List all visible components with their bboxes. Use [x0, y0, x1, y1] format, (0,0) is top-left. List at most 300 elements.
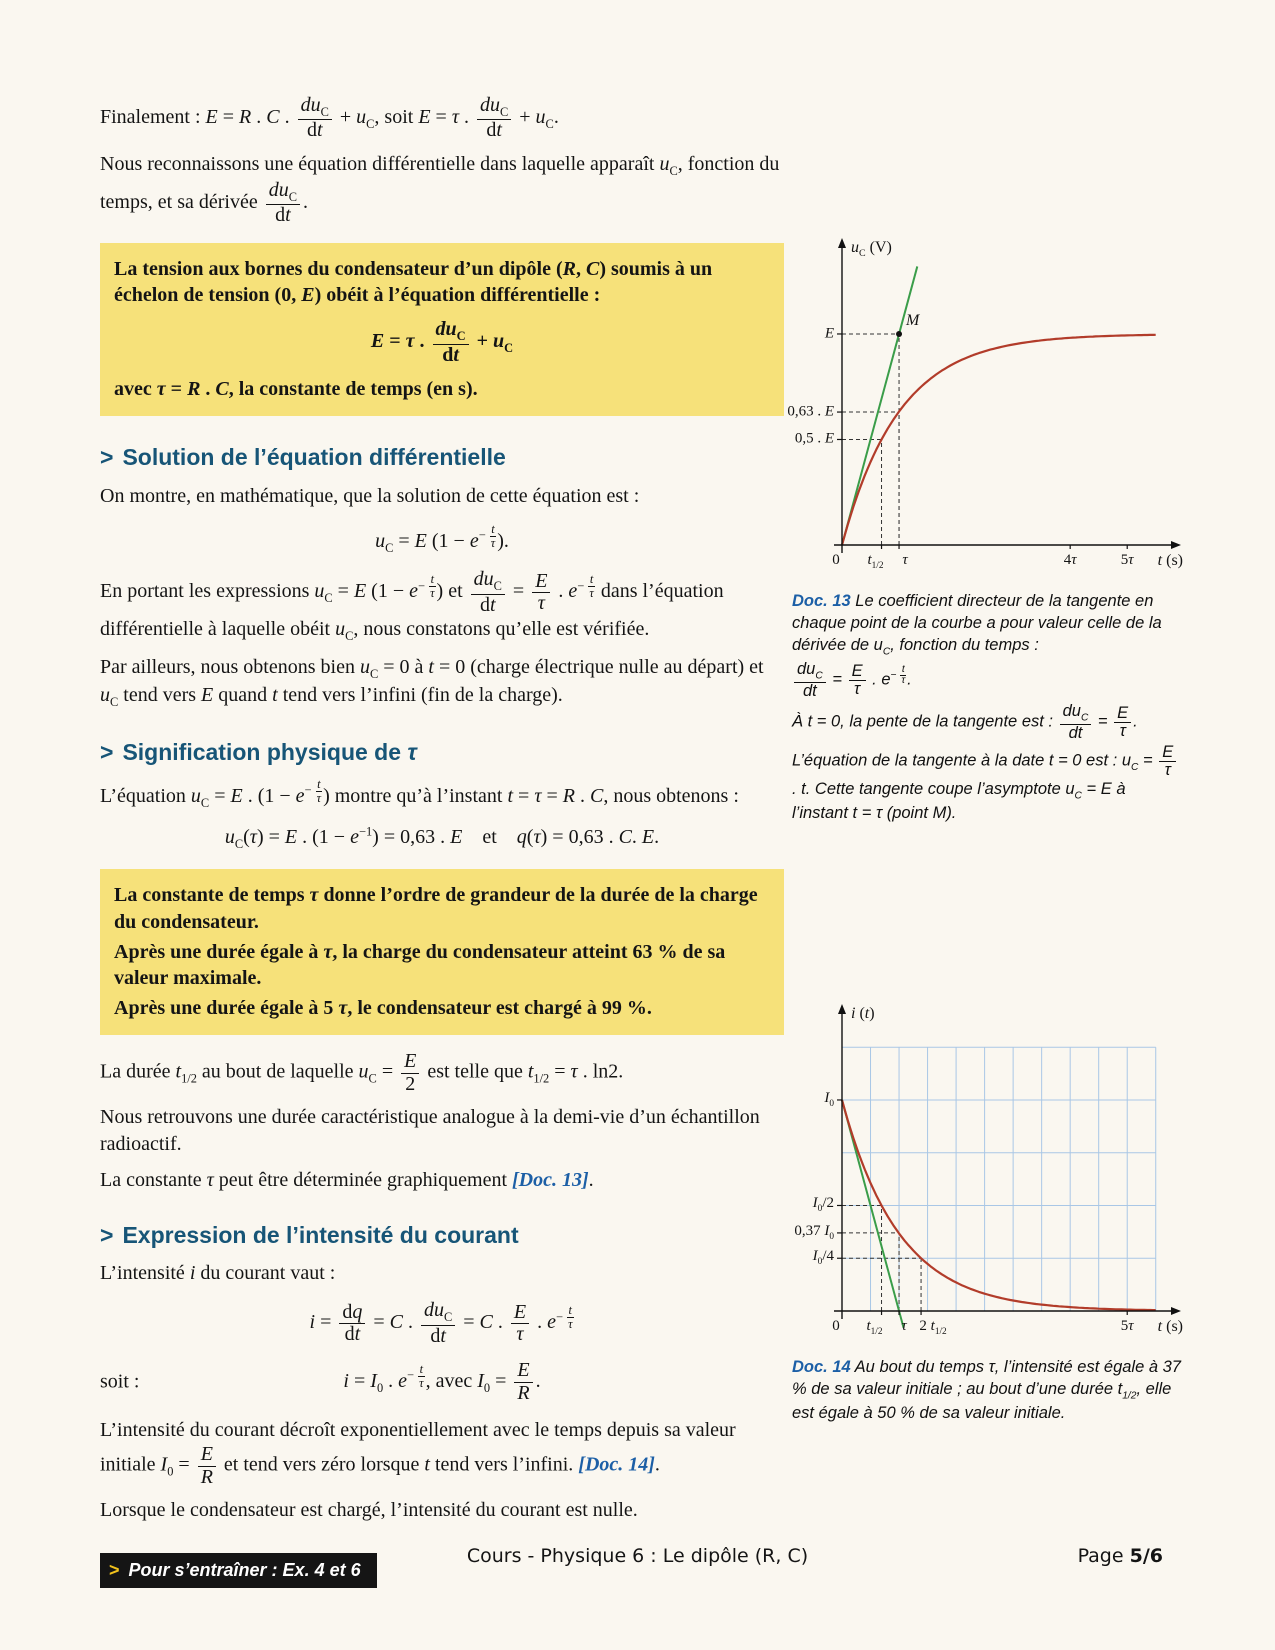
variable: τ	[309, 884, 319, 907]
highlight-constante-temps	[100, 869, 784, 1035]
variable: t	[801, 780, 806, 799]
superscript: − t τ	[478, 521, 496, 550]
subscript: C	[859, 248, 866, 260]
fraction	[1159, 744, 1176, 779]
fraction-numerator	[490, 523, 496, 536]
variable: E	[418, 106, 431, 129]
doc-label: Doc. 13	[792, 592, 851, 610]
superscript: − t τ	[304, 776, 322, 805]
variable: I	[812, 1248, 818, 1265]
variable: τ	[405, 330, 415, 353]
fraction-denominator: dt	[298, 119, 332, 142]
doc14-chart-canvas	[792, 1002, 1184, 1347]
variable: E	[353, 580, 367, 603]
highlight-line: avec τ = R . C, la constante de temps (en s).	[114, 378, 478, 401]
para-signification: L’équation $u_C = E$ . ($1 - e^{- \frac{t}{\tau}}$ ) montre qu’à l’instant t = τ = R . C, nous obtenons :	[100, 776, 739, 810]
fraction	[849, 663, 866, 698]
subscript: C	[234, 837, 244, 852]
variable: τ	[407, 739, 417, 765]
fraction	[490, 523, 496, 550]
variable: τ	[534, 784, 542, 807]
variable: u	[335, 618, 346, 641]
fraction-numerator	[421, 1300, 455, 1324]
subscript: C	[200, 795, 210, 810]
variable: t	[507, 784, 514, 807]
variable: E	[200, 1443, 213, 1466]
variable: E	[641, 826, 655, 849]
variable: t	[316, 119, 323, 142]
footer-page-number	[1078, 1545, 1163, 1567]
variable: M	[932, 803, 947, 822]
fraction	[1114, 705, 1131, 740]
variable: u	[493, 330, 505, 353]
variable: E	[851, 662, 863, 681]
variable: τ	[988, 1358, 995, 1376]
variable: τ	[853, 680, 861, 699]
variable: t	[589, 572, 594, 587]
formula-solution: $u_C = E$ ($1 - e^{- \frac{t}{\tau}}$ ).	[375, 521, 509, 555]
variable: t	[430, 572, 435, 587]
variable: i	[343, 1369, 349, 1392]
variable: u	[1065, 780, 1075, 799]
heading-signification: > Signification physique de τ	[100, 739, 417, 765]
variable: t	[453, 343, 459, 366]
fraction-numerator	[514, 1360, 532, 1382]
variable: τ	[451, 106, 459, 129]
caption-line: Doc. 14 Au bout du temps τ, l’intensité est égale à 37 % de sa valeur initiale ; au bout d’une durée $t_{1/2}$, elle est égale à 50 % de sa valeur initiale.	[792, 1358, 1181, 1422]
fraction	[401, 1051, 419, 1095]
x-tick-label: 4τ	[1063, 552, 1077, 568]
variable: q	[352, 1300, 363, 1323]
variable: du	[797, 660, 816, 679]
fraction-numerator	[1114, 705, 1131, 722]
superscript: − t τ	[890, 663, 906, 687]
fraction-denominator	[900, 675, 906, 687]
fraction-denominator	[588, 586, 594, 600]
variable: t	[424, 1453, 430, 1476]
variable: E	[517, 1359, 530, 1382]
variable: R	[562, 784, 575, 807]
subscript: 1/2	[181, 1071, 197, 1086]
variable: t	[1077, 723, 1083, 742]
subscript: 0	[829, 1098, 834, 1109]
fraction	[514, 1360, 532, 1404]
subscript: 0	[483, 1380, 491, 1395]
subscript: C	[110, 695, 119, 710]
variable: u	[190, 784, 201, 807]
variable: τ	[875, 803, 883, 822]
variable: u	[314, 580, 325, 603]
variable: τ	[1071, 552, 1077, 568]
fraction-denominator	[511, 1323, 529, 1346]
fraction-denominator: dt	[433, 344, 469, 367]
subscript: C	[815, 670, 823, 682]
para-conditions-limites: Par ailleurs, nous obtenons bien $u_C = 0$ à t = 0 (charge électrique nulle au départ) et $u_C$ tend vers E quand t tend vers l’infini (fin de la charge).	[100, 655, 764, 710]
variable: I	[824, 1089, 830, 1106]
variable: u	[1121, 752, 1132, 771]
x-axis-title: t (s)	[1157, 1318, 1183, 1335]
variable: t	[864, 1005, 870, 1022]
para-finalement: Finalement : E = R . C . $\frac{du_C}{dt}$ + $u_C$, soit E = τ . $\frac{du_C}{dt}$ + $u_C$.	[100, 94, 559, 142]
variable: M	[906, 311, 920, 329]
subscript: 1/2	[934, 1327, 947, 1337]
variable: τ	[589, 586, 594, 601]
variable: e	[547, 1311, 556, 1334]
variable: τ	[570, 1060, 578, 1083]
subscript: C	[500, 105, 509, 119]
fraction-denominator	[1159, 761, 1176, 779]
fraction	[511, 1302, 529, 1346]
fraction	[900, 665, 906, 687]
variable: τ	[430, 586, 435, 601]
variable: I	[160, 1453, 168, 1476]
variable: τ	[1119, 721, 1126, 740]
footer-course-title: Cours - Physique 6 : Le dipôle (R, C)	[466, 1545, 809, 1567]
para-verification: En portant les expressions $u_C = E$ ($1 - e^{- \frac{t}{\tau}}$ ) et $\frac{du_C}{dt}$ = $\frac{E}{\tau}$ . $e^{- \frac{t}{\tau}}$ dans l’équation différentielle à laquelle obéit $u_C$, nous constatons qu’elle est vérifiée.	[100, 568, 724, 644]
caption-line: Doc. 13 Le coefficient directeur de la tangente en chaque point de la courbe a pour valeur celle de la dérivée de $u_C$, fonction du temps :	[792, 592, 1162, 657]
variable: τ	[533, 826, 541, 849]
doc-reference: [Doc. 14]	[578, 1453, 655, 1476]
fraction-denominator	[429, 586, 435, 600]
fraction-numerator	[1159, 744, 1176, 761]
variable: R	[200, 1465, 213, 1488]
fraction	[266, 180, 300, 227]
variable: t	[285, 203, 291, 226]
variable: t	[901, 663, 905, 675]
variable: e	[398, 1369, 408, 1392]
variable: e	[409, 580, 419, 603]
subscript: C	[385, 540, 394, 555]
subscript: C	[1131, 762, 1139, 774]
superscript: − t τ	[418, 572, 435, 601]
para-decroissance: L’intensité du courant décroît exponentiellement avec le temps depuis sa valeur initiale $I_0$ = $\frac{E}{R}$ et tend vers zéro lorsque t tend vers l’infini. [Doc. 14].	[100, 1419, 736, 1488]
fraction-numerator	[794, 661, 826, 682]
variable: τ	[490, 535, 496, 550]
fraction-denominator: dt	[471, 594, 505, 617]
y-tick-label: $I_0/4$	[812, 1248, 834, 1268]
caption-line: L’équation de la tangente à la date t = 0 est : $u_C$ = $\frac{E}{\tau}$ . t. Cette tangente coupe l’asymptote $u_C = E$ à l’instant t = τ (point M).	[792, 744, 1184, 824]
fraction-denominator: dt	[477, 119, 511, 142]
y-tick-label	[825, 326, 834, 341]
variable: i	[309, 1311, 316, 1334]
subscript: C	[493, 579, 502, 594]
variable: e	[469, 529, 479, 552]
variable: τ	[316, 790, 322, 805]
x-tick-label	[902, 553, 907, 568]
variable: E	[201, 684, 214, 707]
x-axis-title: t (s)	[1157, 552, 1183, 569]
variable: I	[824, 1222, 830, 1239]
variable: u	[873, 635, 883, 654]
highlight-equation	[100, 243, 784, 416]
variable: t	[440, 1324, 446, 1347]
fraction-numerator	[849, 663, 866, 680]
fraction	[298, 95, 332, 142]
y-tick-label: 0,37 $I_0$	[794, 1222, 834, 1242]
variable: R	[517, 1381, 530, 1404]
variable: τ	[1128, 1318, 1134, 1334]
fraction-denominator: dt	[1060, 724, 1092, 742]
variable: u	[851, 239, 859, 256]
variable: E	[824, 403, 834, 420]
variable: C	[479, 1311, 493, 1334]
fraction-denominator: dt	[421, 1325, 455, 1348]
fraction-numerator	[418, 1363, 424, 1376]
variable: E	[1162, 743, 1174, 762]
superscript: − t τ	[577, 572, 594, 601]
subscript: C	[1074, 790, 1082, 802]
x-tick-label	[866, 1319, 882, 1337]
fraction-numerator	[1060, 703, 1092, 724]
variable: I	[812, 1195, 818, 1212]
main-text-column	[100, 86, 784, 1588]
variable: C	[389, 1311, 403, 1334]
subscript: 1/2	[871, 561, 884, 571]
subscript: C	[368, 1071, 377, 1086]
variable: t	[1157, 552, 1163, 569]
variable: u	[359, 655, 370, 678]
x-tick-label: 2 $t_{1/2}$	[919, 1318, 947, 1337]
subscript: C	[320, 105, 329, 119]
variable: τ	[1128, 552, 1134, 568]
x-tick-label: 5τ	[1120, 1318, 1134, 1334]
y-axis-title: $u_C$ (V)	[851, 239, 892, 260]
fraction	[433, 319, 469, 366]
variable: E	[301, 284, 315, 307]
x-tick-label: 5τ	[1120, 552, 1134, 568]
fraction-denominator	[490, 536, 496, 550]
y-tick-label: $I_0/2$	[812, 1195, 834, 1215]
formula-intensite: i = $\frac{dq}{dt}$ = C . $\frac{du_C}{dt}$ = C . $\frac{E}{\tau}$ . $e^{- \frac{t}{\tau}}$	[309, 1299, 573, 1347]
para-demi-vie: Nous retrouvons une durée caractéristique analogue à la demi-vie d’un échantillon radioactif.	[100, 1106, 760, 1156]
fraction-numerator	[588, 573, 594, 586]
footer-page-num: 5/6	[1129, 1545, 1163, 1567]
doc14-chart	[792, 1002, 1184, 1347]
subscript: 1/2	[870, 1327, 883, 1337]
x-tick-label	[867, 553, 883, 571]
variable: E	[284, 826, 298, 849]
variable: τ	[419, 1375, 424, 1390]
fraction	[471, 569, 505, 616]
variable: t	[354, 1323, 361, 1346]
variable: τ	[568, 1317, 573, 1332]
variable: R	[239, 106, 252, 129]
variable: du	[268, 178, 289, 201]
variable: t	[852, 803, 858, 822]
superscript: −1	[358, 824, 373, 839]
variable: t	[812, 682, 817, 701]
highlight-line: Après une durée égale à τ, la charge du condensateur atteint 63 % de sa valeur maximale.	[114, 940, 726, 990]
variable: E	[370, 330, 385, 353]
variable: u	[659, 152, 670, 175]
variable: τ	[338, 997, 348, 1020]
subscript: 0	[817, 1257, 823, 1268]
fraction-numerator	[266, 180, 300, 204]
subscript: C	[288, 189, 297, 204]
variable: τ	[901, 1318, 907, 1334]
fraction-denominator: dt	[266, 204, 300, 227]
variable: du	[300, 94, 321, 116]
highlight-line: Après une durée égale à 5 τ, le condensateur est chargé à 99 %.	[114, 997, 652, 1020]
variable: t	[489, 593, 496, 616]
inline-formula: $i = I_0$ . $e^{- \frac{t}{\tau}}$ , avec $I_0$ = $\frac{E}{R}$ .	[343, 1359, 541, 1404]
fraction	[567, 1304, 573, 1331]
fraction-numerator	[429, 573, 435, 586]
variable: E	[205, 106, 218, 129]
fraction-denominator: 2	[401, 1073, 419, 1096]
subscript: C	[669, 163, 678, 178]
variable: q	[516, 826, 527, 849]
variable: u	[356, 106, 367, 129]
variable: E	[450, 826, 463, 849]
fraction-denominator	[532, 592, 550, 615]
train-label: Pour s’entraîner : Ex. 4 et 6	[128, 1560, 361, 1581]
para-charge-finie: Lorsque le condensateur est chargé, l’intensité du courant est nulle.	[100, 1499, 638, 1522]
variable: t	[175, 1060, 182, 1083]
fraction-numerator	[477, 95, 511, 119]
y-axis-title: i (t)	[851, 1005, 875, 1022]
train-arrow-icon: >	[109, 1560, 120, 1581]
fraction-numerator	[567, 1304, 573, 1317]
variable: u	[358, 1060, 369, 1083]
variable: t	[1157, 1318, 1163, 1335]
variable: du	[435, 318, 457, 341]
variable: E	[824, 325, 834, 342]
fraction-numerator	[298, 95, 332, 119]
variable: C	[585, 257, 600, 280]
highlight-line: La constante de temps τ donne l’ordre de grandeur de la durée de la charge du condensateur.	[114, 884, 758, 933]
footer-page-label: Page	[1077, 1545, 1130, 1567]
variable: C	[618, 826, 632, 849]
doc13-chart	[787, 236, 1184, 581]
fraction	[429, 573, 435, 600]
variable: C	[215, 378, 229, 401]
subscript: 0	[167, 1464, 174, 1479]
doc14-caption	[792, 1357, 1184, 1424]
fraction-denominator	[1114, 722, 1131, 740]
doc13-chart-canvas	[792, 236, 1184, 581]
variable: I	[370, 1369, 377, 1392]
variable: E	[535, 569, 548, 592]
variable: R	[187, 378, 201, 401]
fraction-denominator	[514, 1382, 532, 1405]
para-soit	[100, 1360, 784, 1404]
fraction-denominator: dt	[339, 1323, 365, 1346]
figure-doc13	[787, 236, 1184, 828]
variable: E	[1100, 780, 1112, 799]
variable: u	[375, 529, 386, 552]
fraction-denominator	[567, 1317, 573, 1331]
variable: t	[491, 521, 495, 536]
fraction	[794, 661, 826, 700]
fraction	[198, 1444, 216, 1488]
variable: τ	[206, 1168, 214, 1191]
fraction-numerator	[511, 1302, 529, 1324]
variable: τ	[902, 552, 908, 568]
x-tick-label: 0	[832, 552, 840, 568]
heading-arrow-icon: >	[100, 739, 114, 765]
variable: t	[272, 684, 278, 707]
variable: t	[1048, 752, 1054, 771]
subscript: C	[369, 666, 379, 681]
variable: i	[189, 1262, 196, 1285]
fraction	[588, 573, 594, 600]
variable: e	[881, 670, 891, 689]
fraction-denominator	[198, 1466, 216, 1489]
variable: R	[562, 257, 576, 280]
fraction	[1060, 703, 1092, 742]
variable: t	[419, 1361, 424, 1376]
fraction	[532, 571, 550, 615]
variable: E	[824, 430, 834, 447]
subscript: 0	[817, 1204, 823, 1215]
subscript: C	[882, 645, 891, 657]
variable: τ	[156, 378, 166, 401]
variable: E	[1117, 703, 1129, 722]
subscript: 1/2	[533, 1071, 550, 1086]
fraction-denominator: dt	[794, 682, 826, 700]
doc13-caption	[792, 591, 1184, 825]
doc-reference: [Doc. 13]	[512, 1168, 589, 1191]
variable: t	[527, 1060, 534, 1083]
variable: u	[224, 826, 235, 849]
fraction	[477, 95, 511, 142]
figure-doc14	[792, 1002, 1184, 1427]
fraction	[418, 1363, 424, 1390]
variable: τ	[249, 826, 257, 849]
variable: t	[428, 655, 434, 678]
fraction-numerator	[401, 1051, 419, 1073]
variable: t	[807, 712, 813, 731]
variable: e	[350, 826, 359, 849]
variable: u	[100, 684, 110, 707]
caption-line: À t = 0, la pente de la tangente est : $\frac{du_C}{dt}$ = $\frac{E}{\tau}$ .	[792, 701, 1138, 742]
variable: C	[589, 784, 604, 807]
variable: E	[414, 529, 427, 552]
fraction-numerator	[198, 1444, 216, 1466]
para-solution-intro: On montre, en mathématique, que la solution de cette équation est :	[100, 484, 640, 507]
variable: e	[568, 580, 578, 603]
y-tick-label: 0,5 . E	[794, 430, 834, 447]
formula-lead-word: soit :	[100, 1370, 140, 1393]
variable: τ	[901, 675, 906, 687]
subscript: C	[456, 329, 466, 344]
subscript: 1/2	[1122, 1390, 1137, 1402]
fraction	[339, 1302, 365, 1346]
heading-intensite: > Expression de l’intensité du courant	[100, 1221, 519, 1248]
highlight-line: E = τ . $\frac{du_C}{dt}$ + $u_C$	[370, 318, 514, 366]
variable: I	[477, 1369, 484, 1392]
variable: E	[513, 1300, 527, 1323]
variable: t	[867, 552, 872, 568]
variable: du	[480, 94, 500, 116]
variable: C	[266, 106, 280, 129]
variable: τ	[516, 1323, 524, 1346]
variable: du	[423, 1299, 444, 1322]
variable: τ	[323, 940, 333, 963]
variable: t	[317, 776, 321, 791]
y-tick-label: 0,63 . E	[787, 403, 834, 420]
subscript: C	[366, 117, 375, 132]
heading-arrow-icon: >	[100, 1221, 114, 1248]
subscript: C	[443, 1310, 453, 1325]
fraction	[316, 778, 322, 805]
superscript: − t τ	[407, 1361, 424, 1390]
variable: τ	[1164, 761, 1171, 780]
superscript: − t τ	[555, 1303, 573, 1332]
fraction-denominator	[849, 680, 866, 698]
subscript: C	[545, 117, 554, 132]
